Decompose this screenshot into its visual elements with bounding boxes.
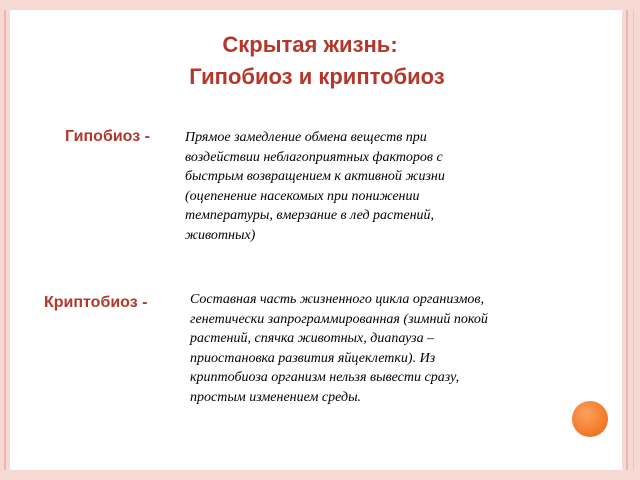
- slide-title-line1: Скрытая жизнь:: [222, 32, 398, 57]
- definition-line: простым изменением среды.: [190, 389, 362, 405]
- term-hypobiosis: Гипобиоз -: [65, 128, 150, 145]
- slide-title-line2: Гипобиоз и криптобиоз: [189, 64, 445, 89]
- definition-line: генетически запрограммированная (зимний покой: [190, 311, 488, 327]
- definition-line: животных): [185, 227, 256, 243]
- term-cryptobiosis: Криптобиоз -: [44, 294, 148, 311]
- definition-cryptobiosis: [190, 290, 540, 407]
- orange-circle-icon: [572, 401, 608, 437]
- definition-hypobiosis: [185, 128, 505, 245]
- definition-line: воздействии неблагоприятных факторов с: [185, 149, 443, 165]
- definition-line: приостановка развития яйцеклетки). Из: [190, 350, 436, 366]
- definition-line: (оцепенение насекомых при понижении: [185, 188, 420, 204]
- definition-line: криптобиоза организм нельзя вывести сразу,: [190, 370, 460, 385]
- definition-line: Составная часть жизненного цикла организмов,: [190, 292, 484, 307]
- definition-line: Прямое замедление обмена веществ при: [185, 130, 427, 145]
- definition-line: растений, спячка животных, диапауза –: [190, 331, 435, 346]
- definition-line: быстрым возвращением к активной жизни: [185, 169, 445, 184]
- definition-line: температуры, вмерзание в лед растений,: [185, 208, 435, 223]
